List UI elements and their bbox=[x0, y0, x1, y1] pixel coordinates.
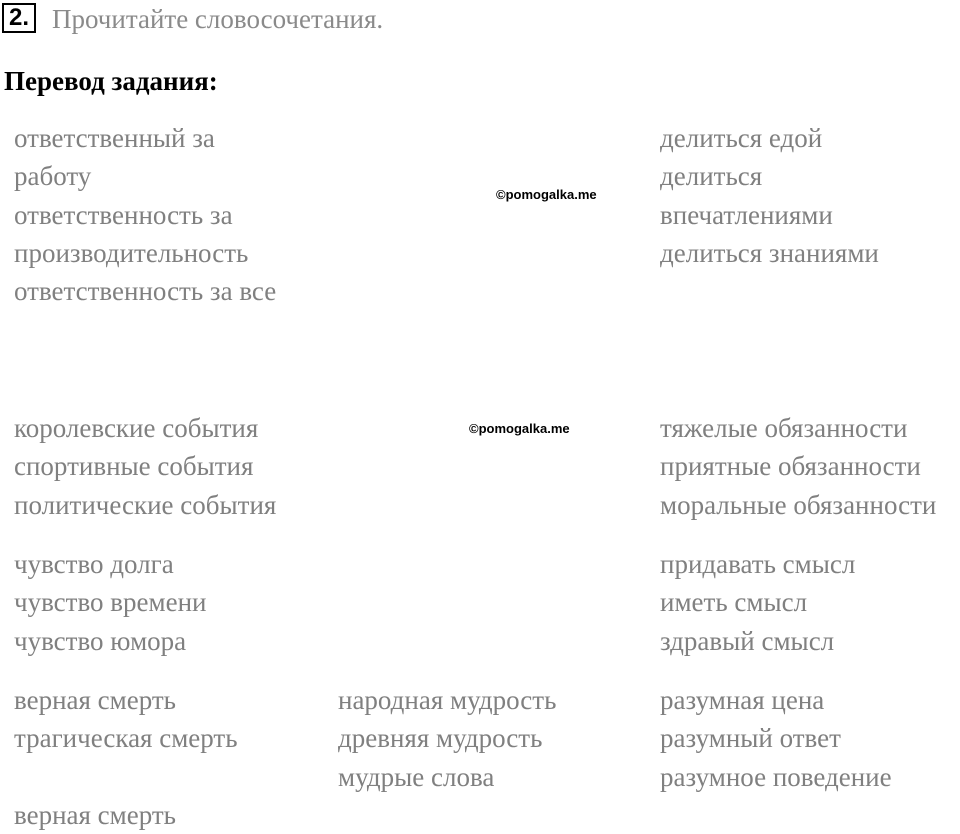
phrase-item: тяжелые обязанности bbox=[660, 413, 908, 443]
translation-heading: Перевод задания: bbox=[4, 66, 218, 96]
phrase-block-responsibility bbox=[14, 119, 276, 310]
phrase-item: народная мудрость bbox=[338, 685, 557, 715]
phrase-item: спортивные события bbox=[14, 451, 254, 482]
phrase-item: разумная цена bbox=[660, 685, 825, 715]
phrase-block-sense bbox=[660, 545, 855, 660]
phrase-block-wisdom bbox=[338, 681, 556, 796]
task-number: 2. bbox=[2, 3, 36, 33]
phrase-item: древняя мудрость bbox=[338, 723, 543, 754]
phrase-item: работу bbox=[14, 161, 92, 192]
phrase-item: королевские события bbox=[14, 413, 259, 443]
phrase-item: придавать смысл bbox=[660, 549, 856, 579]
phrase-item: моральные обязанности bbox=[660, 489, 937, 520]
task-instruction: Прочитайте словосочетания. bbox=[52, 4, 384, 34]
phrase-item: впечатлениями bbox=[660, 199, 833, 230]
phrase-item: приятные обязанности bbox=[660, 451, 921, 482]
phrase-block-share bbox=[660, 119, 879, 272]
phrase-item: чувство времени bbox=[14, 587, 207, 618]
phrase-item: чувство долга bbox=[14, 549, 174, 579]
phrase-item: верная смерть bbox=[14, 685, 176, 715]
phrase-item: ответственность за bbox=[14, 199, 233, 230]
phrase-item: разумный ответ bbox=[660, 723, 841, 754]
phrase-item: чувство юмора bbox=[14, 625, 187, 656]
phrase-block-events bbox=[14, 409, 276, 524]
watermark: ©pomogalka.me bbox=[469, 421, 570, 436]
phrase-block-duties bbox=[660, 409, 936, 524]
phrase-item: разумное поведение bbox=[660, 761, 892, 792]
phrase-item: делиться едой bbox=[660, 123, 823, 153]
phrase-block-reasonable bbox=[660, 681, 892, 796]
phrase-item: мудрые слова bbox=[338, 761, 495, 792]
phrase-item: иметь смысл bbox=[660, 587, 808, 618]
phrase-item: ответственность за все bbox=[14, 276, 277, 307]
phrase-item: делиться знаниями bbox=[660, 237, 879, 268]
watermark: ©pomogalka.me bbox=[496, 187, 597, 202]
phrase-item: ответственный за bbox=[14, 123, 215, 153]
phrase-item: трагическая смерть bbox=[14, 723, 238, 754]
phrase-item: политические события bbox=[14, 489, 277, 520]
phrase-block-extra bbox=[14, 796, 176, 834]
phrase-item: верная смерть bbox=[14, 800, 176, 830]
phrase-item: делиться bbox=[660, 161, 763, 192]
phrase-item: здравый смысл bbox=[660, 625, 835, 656]
phrase-block-feelings bbox=[14, 545, 206, 660]
phrase-block-death bbox=[14, 681, 238, 758]
phrase-item: производительность bbox=[14, 237, 249, 268]
